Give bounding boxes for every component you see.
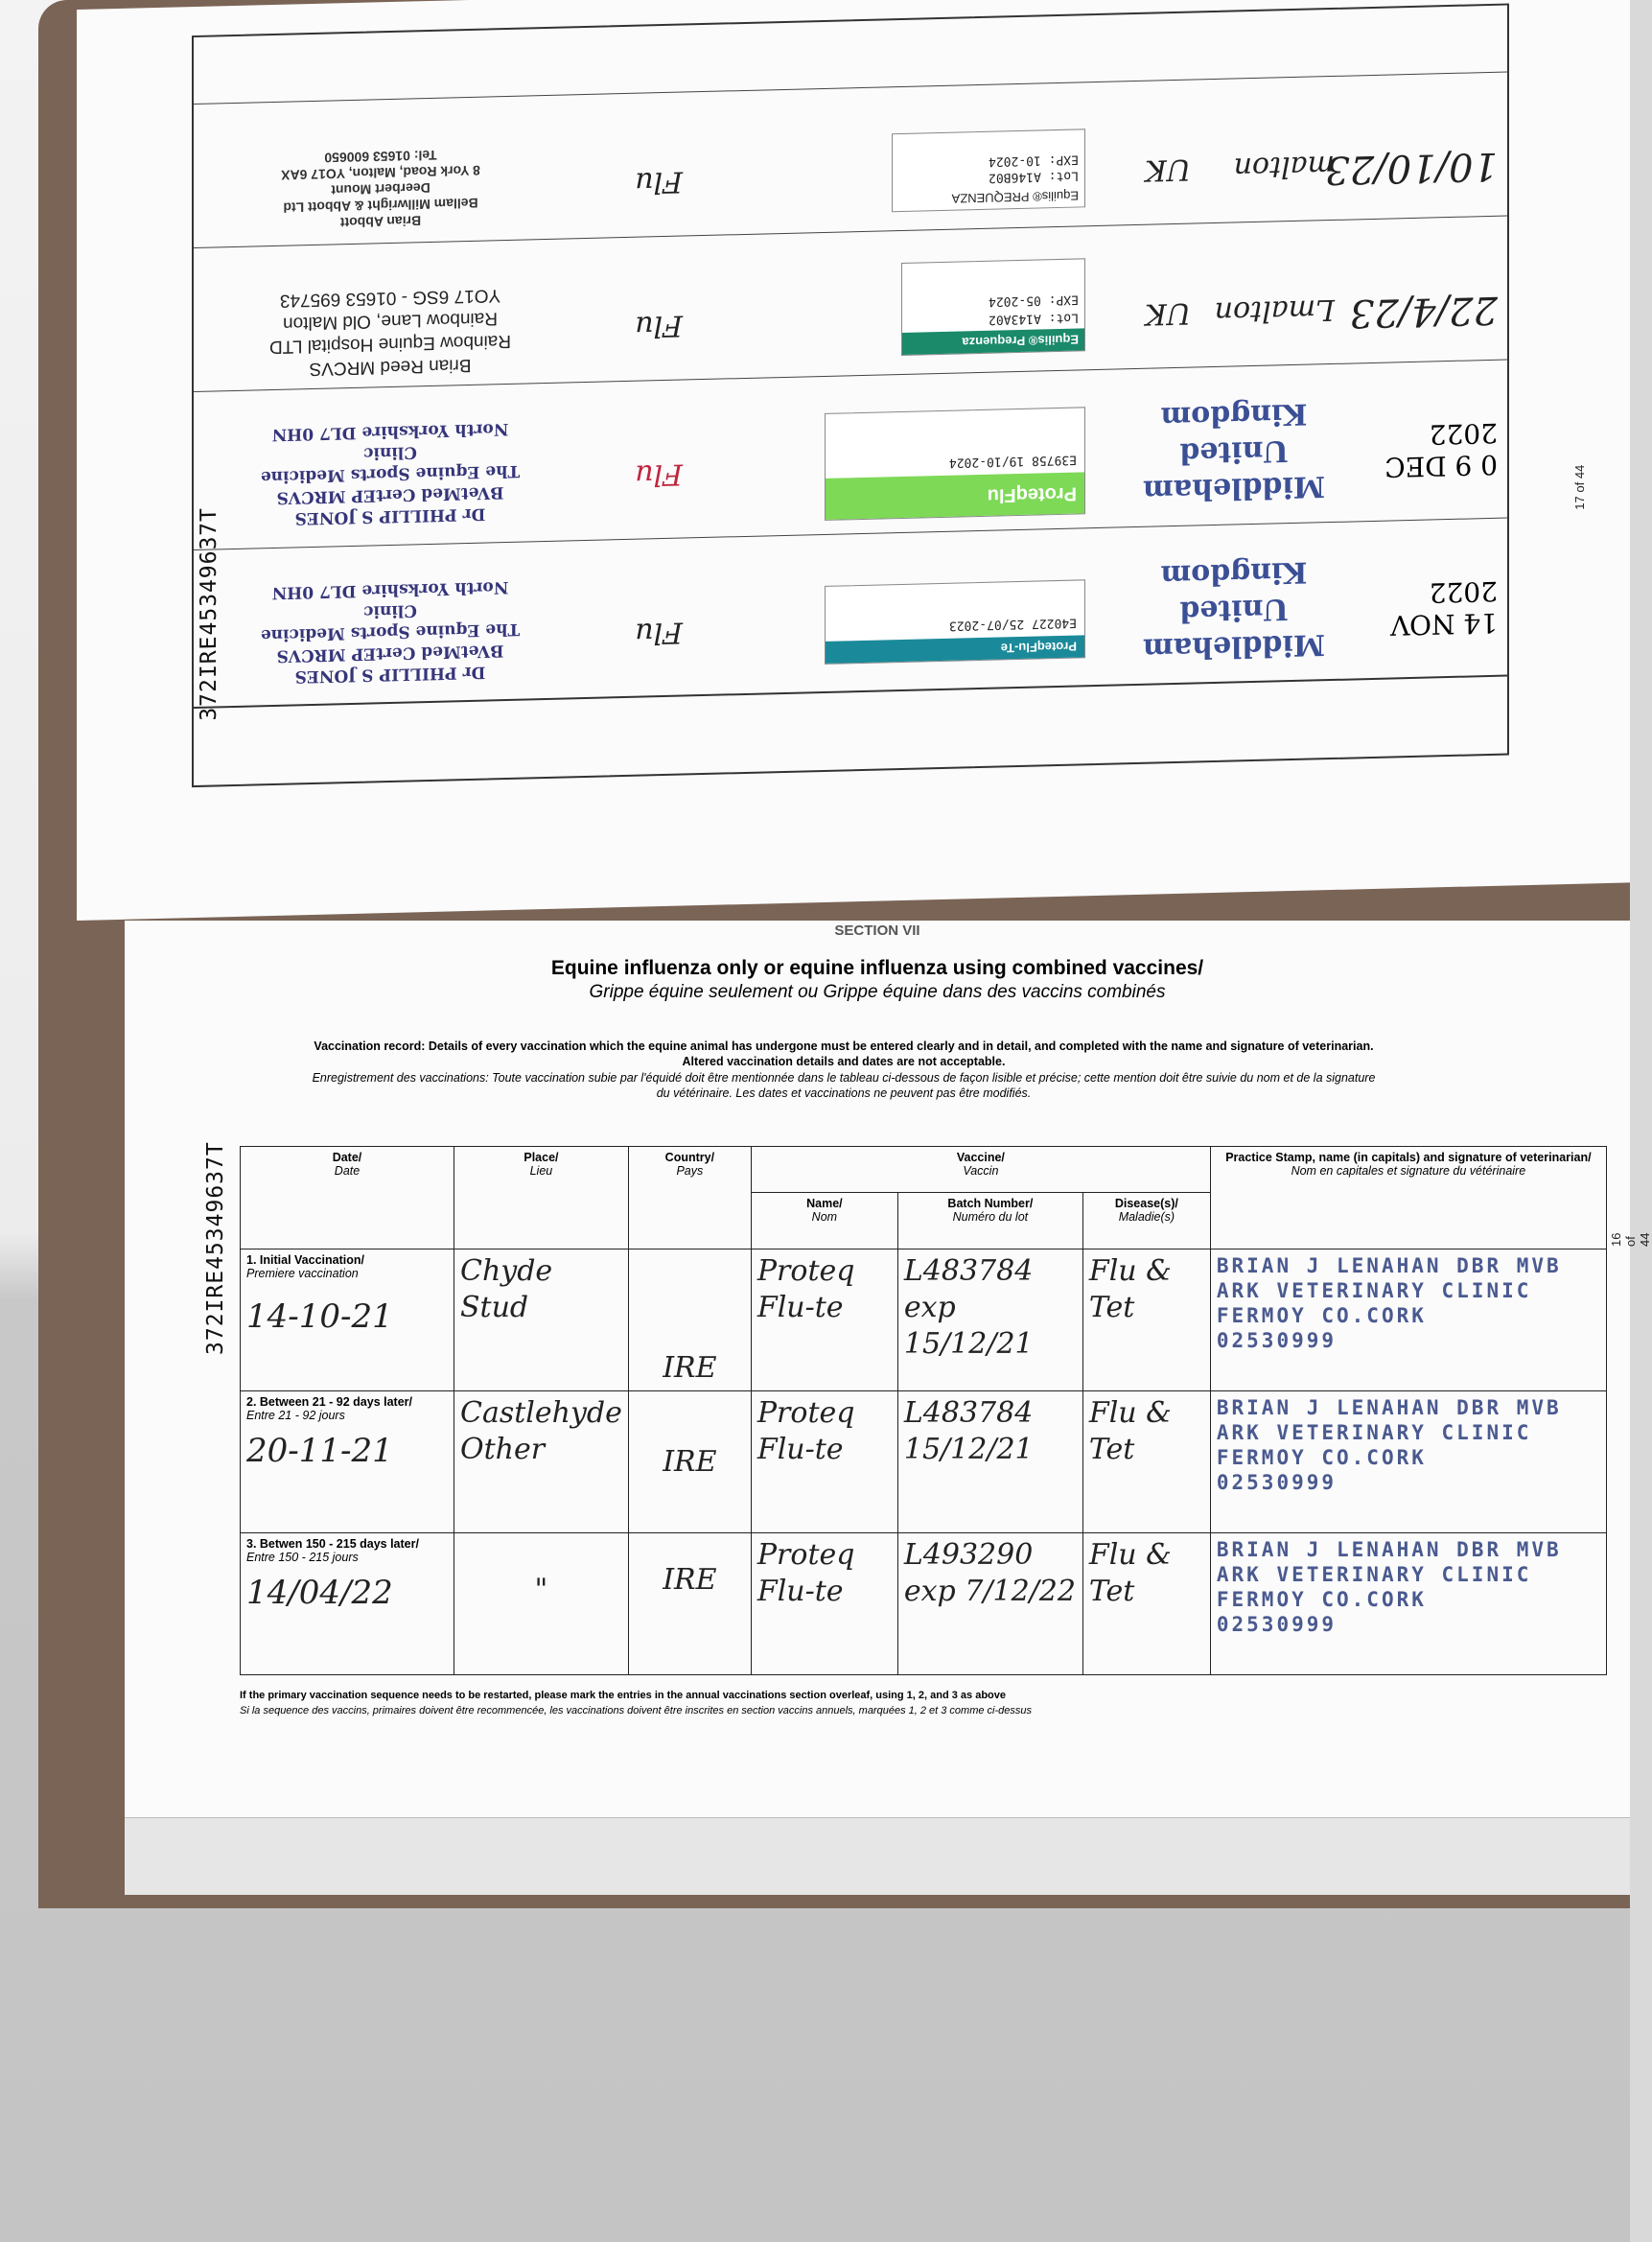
- row-disease: Flu: [635, 164, 683, 199]
- row-place: Chyde Stud: [454, 1249, 629, 1391]
- row-place: malton: [1233, 148, 1335, 185]
- table-row: [241, 1533, 1607, 1675]
- header-place-french: Lieu: [529, 1164, 553, 1178]
- row-place: Middleham United Kingdom: [1142, 396, 1326, 507]
- sticker-exp: EXP: 05-2024: [989, 292, 1079, 309]
- header-place-label: Place/: [524, 1151, 559, 1164]
- stamp-line: BRIAN J LENAHAN DBR MVB: [1216, 1254, 1562, 1277]
- header-date-french: Date: [334, 1164, 361, 1178]
- header-place: [454, 1147, 629, 1249]
- row-date-cell: [241, 1391, 454, 1533]
- header-vaccine-label: Vaccine/: [956, 1151, 1005, 1164]
- stamp-line: North Yorkshire DL7 0HN: [271, 576, 509, 603]
- row-vaccine-name: Proteq Flu-te: [751, 1533, 897, 1675]
- header-date-label: Date/: [332, 1151, 362, 1164]
- row-country: UK: [1145, 295, 1191, 331]
- row-label-en: 2. Between 21 - 92 days later/: [246, 1395, 413, 1409]
- table-row: [194, 518, 1507, 709]
- vet-stamp: [232, 575, 548, 689]
- row-date: 14/04/22: [246, 1574, 393, 1612]
- stamp-line: The Equine Sports Medicine Clinic: [260, 600, 521, 645]
- row-label: [246, 1253, 448, 1280]
- header-vaccine-french: Vaccin: [963, 1164, 999, 1178]
- row-date: 14 NOV 2022: [1390, 574, 1498, 642]
- stamp-line: Brian Abbott: [339, 213, 422, 231]
- row-place: Lmalton: [1214, 292, 1335, 329]
- row-label: [246, 1395, 448, 1422]
- stamp-line: 8 York Road, Malton, YO17 6AX: [281, 162, 480, 183]
- row-label-en: 1. Initial Vaccination/: [246, 1253, 364, 1267]
- header-vaccine: [751, 1147, 1210, 1193]
- sticker-exp: EXP: 10-2024: [989, 152, 1079, 169]
- vaccine-sticker: [825, 579, 1085, 665]
- sticker-lot: Lot: A143A02: [989, 310, 1079, 327]
- stamp-line: 02530999: [1216, 1329, 1338, 1352]
- row-label-fr: Entre 150 - 215 jours: [246, 1551, 359, 1564]
- vet-stamp: [232, 282, 548, 382]
- header-disease-french: Maladie(s): [1118, 1210, 1175, 1225]
- header-country-french: Pays: [676, 1164, 704, 1178]
- header-disease: [1082, 1193, 1210, 1249]
- header-country-label: Country/: [664, 1151, 715, 1164]
- row-batch: L483784 exp 15/12/21: [897, 1249, 1082, 1391]
- stamp-line: ARK VETERINARY CLINIC: [1216, 1279, 1532, 1302]
- row-country: IRE: [628, 1533, 751, 1675]
- row-place: Middleham United Kingdom: [1142, 554, 1326, 666]
- sticker-brand: ProteqFlu: [826, 472, 1084, 520]
- row-date: 22/4/23: [1349, 287, 1498, 336]
- row-disease: Flu: [635, 456, 683, 492]
- row-batch: L493290 exp 7/12/22: [897, 1533, 1082, 1675]
- vet-stamp: [1210, 1391, 1606, 1533]
- row-country: IRE: [628, 1391, 751, 1533]
- row-country: IRE: [628, 1249, 751, 1391]
- intro-french: Enregistrement des vaccinations: Toute vaccination subie par l'équidé doit être mentionnée dans le tableau ci-dessous de façon lisible et précise; cette mention doit être suivie du nom et de la signature: [312, 1071, 1376, 1085]
- header-country: [628, 1147, 751, 1249]
- primary-vaccination-table: [240, 1146, 1607, 1675]
- table-row: [241, 1249, 1607, 1391]
- header-date: [241, 1147, 454, 1249]
- stamp-line: Bellam Millwright & Abbott Ltd: [283, 195, 478, 216]
- stamp-line: Dr PHILLIP S JONES: [294, 662, 486, 687]
- header-name: [751, 1193, 897, 1249]
- sticker-lot: E39758 19/10-2024: [948, 452, 1077, 470]
- table-row: [241, 1391, 1607, 1533]
- row-label: [246, 1537, 448, 1564]
- vet-stamp: [1210, 1249, 1606, 1391]
- stamp-line: Deerbert Mount: [331, 179, 430, 199]
- page-edge-shadow: [125, 1817, 1630, 1895]
- header-disease-label: Disease(s)/: [1114, 1197, 1178, 1211]
- row-date-cell: [241, 1533, 454, 1675]
- sticker-lot: E40227 25/07-2023: [948, 615, 1077, 633]
- upper-passport-page: [77, 0, 1630, 921]
- header-batch-french: Numéro du lot: [952, 1210, 1029, 1225]
- stamp-line: North Yorkshire DL7 0HN: [271, 418, 509, 445]
- page-number: 17 of 44: [1572, 464, 1587, 510]
- stamp-line: FERMOY CO.CORK: [1216, 1304, 1427, 1327]
- vet-stamp: [242, 145, 520, 233]
- stamp-line: Rainbow Equine Hospital LTD: [268, 330, 512, 358]
- row-disease: Flu & Tet: [1082, 1249, 1210, 1391]
- header-batch-label: Batch Number/: [947, 1197, 1034, 1211]
- footnote-french: Si la sequence des vaccins, primaires doivent être recommencée, les vaccinations doivent être inscrites en section vaccins annuels, marquées 1, 2 et 3 comme ci-dessus: [240, 1705, 1033, 1717]
- annual-vaccination-table: [192, 3, 1509, 787]
- stamp-line: YO17 6SG - 01653 695743: [279, 285, 501, 311]
- vet-stamp: [1210, 1533, 1606, 1675]
- stamp-line: Brian Reed MRCVS: [309, 354, 472, 380]
- row-country: UK: [1145, 152, 1191, 187]
- vaccine-sticker: [901, 258, 1085, 356]
- passport-side-code: 372IRE45349637T: [197, 506, 221, 721]
- row-label-en: 3. Betwen 150 - 215 days later/: [246, 1537, 419, 1551]
- header-name-french: Nom: [811, 1210, 838, 1225]
- stamp-line: BRIAN J LENAHAN DBR MVB: [1216, 1396, 1562, 1419]
- stamp-line: BVetMed CertEP MRCVS: [276, 641, 504, 666]
- row-date: 0 9 DEC 2022: [1384, 416, 1498, 483]
- row-label-fr: Premiere vaccination: [246, 1267, 359, 1280]
- stamp-line: ARK VETERINARY CLINIC: [1216, 1563, 1532, 1586]
- header-stamp-french: Nom en capitales et signature du vétérinaire: [1291, 1164, 1526, 1178]
- stamp-line: FERMOY CO.CORK: [1216, 1588, 1427, 1611]
- intro-english: Vaccination record: Details of every vaccination which the equine animal has undergone must be entered clearly and in detail, and completed with the name and signature of veterinarian.: [314, 1039, 1374, 1053]
- vaccine-sticker: [892, 128, 1085, 212]
- sticker-lot: Lot: A146B02: [989, 168, 1079, 185]
- row-date-cell: [241, 1249, 454, 1391]
- stamp-line: 02530999: [1216, 1471, 1338, 1494]
- row-date: 14-10-21: [246, 1297, 393, 1336]
- vet-stamp: [232, 417, 548, 530]
- stamp-line: Rainbow Lane, Old Malton: [283, 308, 498, 334]
- header-stamp-label: Practice Stamp, name (in capitals) and signature of veterinarian/: [1225, 1151, 1592, 1164]
- row-vaccine-name: Proteq Flu-te: [751, 1249, 897, 1391]
- row-disease: Flu: [635, 615, 683, 650]
- passport-side-code: 372IRE45349637T: [203, 1141, 228, 1355]
- stamp-line: BVetMed CertEP MRCVS: [276, 482, 504, 507]
- row-disease: Flu & Tet: [1082, 1533, 1210, 1675]
- section-title: Equine influenza only or equine influenza using combined vaccines/: [550, 957, 1204, 979]
- table-row: [194, 360, 1507, 550]
- row-disease: Flu & Tet: [1082, 1391, 1210, 1533]
- sticker-brand: Equilis® PREQUENZA: [951, 188, 1079, 206]
- intro-english-2: Altered vaccination details and dates are not acceptable.: [682, 1055, 1006, 1068]
- row-date: 20-11-21: [246, 1432, 393, 1470]
- row-place: Castlehyde Other: [454, 1391, 629, 1533]
- footnote-english: If the primary vaccination sequence needs to be restarted, please mark the entries in the annual vaccinations section overleaf, using 1, 2, and 3 as above: [240, 1690, 1007, 1701]
- stamp-line: Tel: 01653 600650: [324, 147, 437, 166]
- row-disease: Flu: [635, 308, 683, 343]
- stamp-line: BRIAN J LENAHAN DBR MVB: [1216, 1538, 1562, 1561]
- row-place: ": [454, 1533, 629, 1675]
- section-label: SECTION VII: [834, 922, 920, 939]
- stamp-line: FERMOY CO.CORK: [1216, 1446, 1427, 1469]
- stamp-line: Dr PHILLIP S JONES: [294, 503, 486, 528]
- row-vaccine-name: Proteq Flu-te: [751, 1391, 897, 1533]
- row-label-fr: Entre 21 - 92 jours: [246, 1409, 345, 1422]
- header-stamp: [1210, 1147, 1606, 1249]
- page-number: 16 of 44: [1609, 1232, 1652, 1247]
- sticker-brand: ProteqFlu-Te: [826, 635, 1084, 664]
- sticker-brand: Equilis® Prequenza: [902, 328, 1084, 355]
- stamp-line: ARK VETERINARY CLINIC: [1216, 1421, 1532, 1444]
- row-date: 10/10/23: [1325, 143, 1498, 193]
- section-title-french: Grippe équine seulement ou Grippe équine dans des vaccins combinés: [589, 982, 1166, 1002]
- header-name-label: Name/: [806, 1197, 843, 1211]
- stamp-line: 02530999: [1216, 1613, 1338, 1636]
- stamp-line: The Equine Sports Medicine Clinic: [260, 442, 521, 487]
- row-batch: L483784 15/12/21: [897, 1391, 1082, 1533]
- header-batch: [897, 1193, 1082, 1249]
- intro-french-2: du vétérinaire. Les dates et vaccinations ne peuvent pas être modifiés.: [656, 1086, 1032, 1100]
- vaccine-sticker: [825, 407, 1085, 521]
